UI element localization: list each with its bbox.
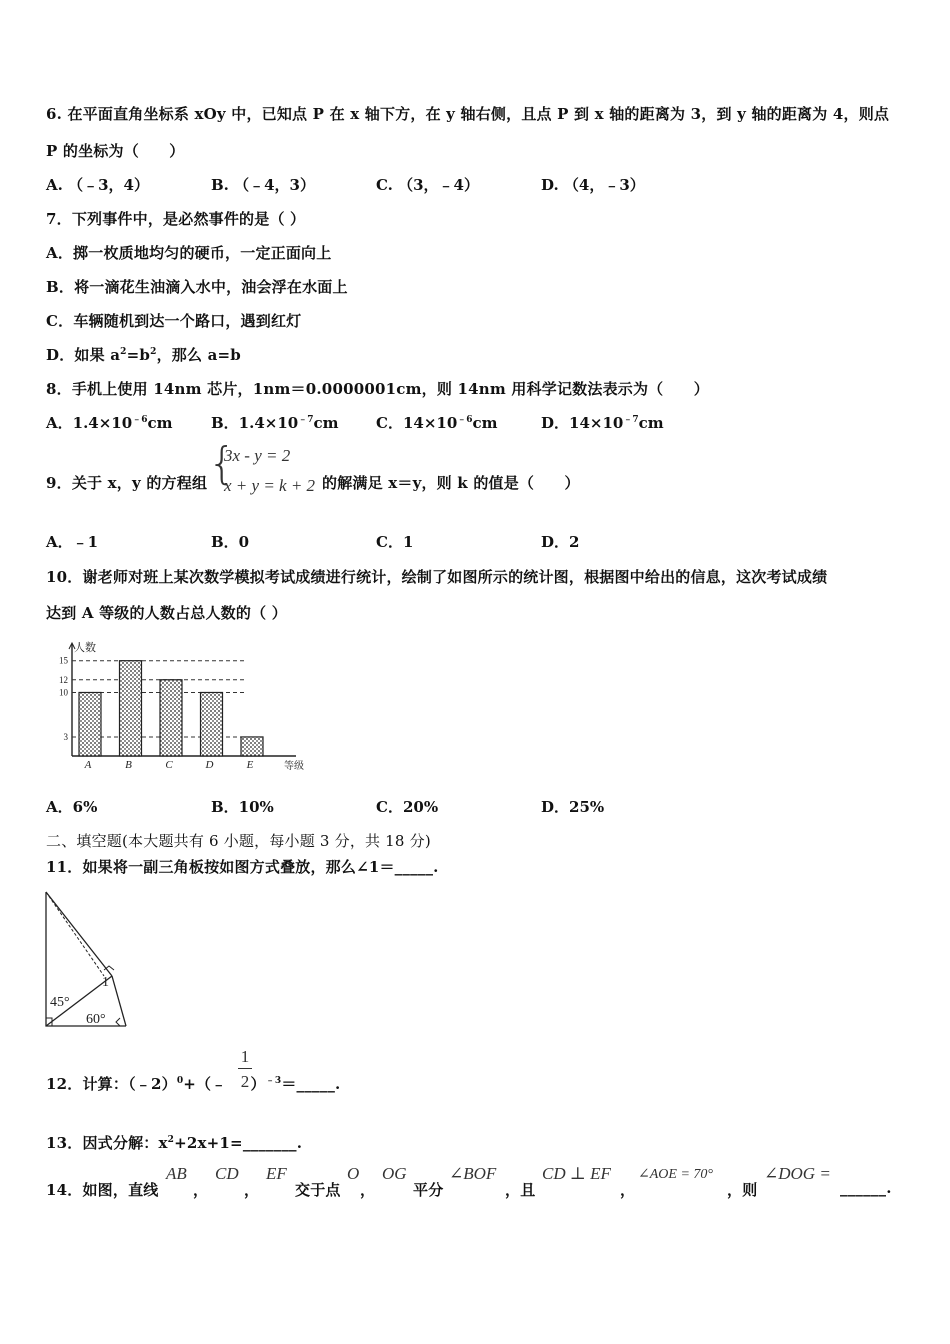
q9-stem-prefix: 9．关于 x，y 的方程组 bbox=[46, 474, 208, 492]
q6-stem-line2: P 的坐标为（ ） bbox=[46, 142, 185, 160]
q14-point-o: O bbox=[347, 1164, 360, 1183]
y-tick-label-3: 3 bbox=[63, 731, 68, 742]
q14-comma-1: ， bbox=[193, 1181, 209, 1199]
q9-option-d: D．2 bbox=[541, 533, 580, 551]
section-2-title: 二、填空题(本大题共有 6 小题，每小题 3 分，共 18 分) bbox=[46, 832, 431, 850]
angle-60-label: 60° bbox=[86, 1012, 106, 1027]
q10-option-d: D．25% bbox=[541, 798, 605, 816]
q14-perpendicular: CD ⊥ EF bbox=[542, 1164, 611, 1183]
q12-fraction-numerator: 1 bbox=[240, 1047, 250, 1066]
bar-D bbox=[201, 692, 223, 756]
q9-equation-2: x + y = k + 2 bbox=[224, 476, 316, 495]
q14-angle-aoe: ∠AOE = 70° bbox=[638, 1167, 713, 1182]
q6-option-a: A. （﹣3，4） bbox=[46, 176, 149, 194]
x-tick-label-B: B bbox=[125, 759, 132, 771]
q11-stem: 11．如果将一副三角板按如图方式叠放，那么∠1＝_____. bbox=[46, 858, 439, 876]
y-tick-label-12: 12 bbox=[59, 674, 68, 685]
q9-option-a: A．﹣1 bbox=[46, 533, 99, 551]
q14-text-ze: ，则 bbox=[727, 1181, 758, 1199]
q9-stem-suffix: 的解满足 x＝y，则 k 的值是（ ） bbox=[322, 474, 580, 492]
y-tick-label-15: 15 bbox=[59, 655, 68, 666]
q14-line-cd: CD bbox=[215, 1164, 239, 1183]
x-tick-label-C: C bbox=[165, 759, 173, 771]
y-tick-label-10: 10 bbox=[59, 687, 68, 698]
q14-comma-3: ， bbox=[360, 1181, 376, 1199]
q8-option-a: A．$1.4\times 10^{﹣6}cm$ bbox=[46, 414, 173, 432]
q6-option-c: C. （3，﹣4） bbox=[376, 176, 479, 194]
q10-stem-line1: 10．谢老师对班上某次数学模拟考试成绩进行统计，绘制了如图所示的统计图，根据图中给出的信息，这次考试成绩 bbox=[46, 568, 828, 586]
angle-45-label: 45° bbox=[50, 995, 70, 1010]
q7-option-b: B．将一滴花生油滴入水中，油会浮在水面上 bbox=[46, 278, 348, 296]
q7-option-a: A．掷一枚质地均匀的硬币，一定正面向上 bbox=[46, 244, 332, 262]
q11-triangle-figure bbox=[42, 888, 132, 1032]
q10-option-c: C．20% bbox=[376, 798, 439, 816]
q9-option-c: C．1 bbox=[376, 533, 414, 551]
q14-line-ab: AB bbox=[166, 1164, 187, 1183]
q14-angle-bof: ∠BOF bbox=[449, 1164, 497, 1183]
q7-option-d: D．如果 $a^2=b^2$，那么 a=b bbox=[46, 346, 241, 364]
angle-1-label: 1 bbox=[102, 975, 109, 990]
q14-text-pingfen: 平分 bbox=[413, 1181, 444, 1199]
q13-line: 13．因式分解：$x^2+2x+1=\_\_\_\_\_\_\_$. bbox=[46, 1134, 303, 1152]
q14-text-qie: ，且 bbox=[505, 1181, 536, 1199]
q14-text-jiao: 交于点 bbox=[295, 1181, 341, 1199]
q14-comma-4: ， bbox=[620, 1181, 636, 1199]
q9-option-b: B．0 bbox=[211, 533, 250, 551]
q14-ray-og: OG bbox=[382, 1164, 407, 1183]
q8-stem: 8．手机上使用 14nm 芯片，1nm＝0.0000001cm，则 14nm 用科学记数法表示为（ ） bbox=[46, 380, 709, 398]
bar-C bbox=[160, 680, 182, 756]
y-axis-label: 人数 bbox=[74, 642, 96, 654]
q10-option-b: B．10% bbox=[211, 798, 274, 816]
bar-B bbox=[120, 661, 142, 756]
x-tick-label-A: A bbox=[84, 759, 92, 771]
q8-option-c: C．$14\times 10^{﹣6}cm$ bbox=[376, 414, 498, 432]
q7-option-c: C．车辆随机到达一个路口，遇到红灯 bbox=[46, 312, 302, 330]
bar-A bbox=[79, 692, 101, 756]
bar-E bbox=[241, 737, 263, 756]
x-axis-label: 等级 bbox=[284, 761, 304, 772]
q10-option-a: A．6% bbox=[46, 798, 98, 816]
q8-option-d: D．$14\times 10^{﹣7}cm$ bbox=[541, 414, 664, 432]
q10-stem-line2: 达到 A 等级的人数占总人数的（ ） bbox=[46, 604, 287, 622]
q6-stem-line1: 6. 在平面直角坐标系 xOy 中，已知点 P 在 x 轴下方，在 y 轴右侧，且点 P 到 x 轴的距离为 3，到 y 轴的距离为 4，则点 bbox=[46, 105, 890, 123]
q9-system-brace: { bbox=[208, 438, 236, 489]
x-tick-label-E: E bbox=[246, 759, 254, 771]
x-tick-label-D: D bbox=[205, 759, 214, 771]
q14-prefix: 14．如图，直线 bbox=[46, 1181, 159, 1199]
q14-line-ef: EF bbox=[266, 1164, 287, 1183]
q9-equation-1: 3x - y = 2 bbox=[224, 446, 291, 465]
q14-angle-dog: ∠DOG = bbox=[764, 1164, 831, 1183]
q12-fraction-bar bbox=[238, 1068, 252, 1069]
q6-option-b: B. （﹣4，3） bbox=[211, 176, 315, 194]
q10-bar-chart bbox=[46, 638, 316, 778]
q7-stem: 7．下列事件中，是必然事件的是（ ） bbox=[46, 210, 306, 228]
q14-answer-blank: ______. bbox=[840, 1179, 892, 1197]
q12-line: 12．计算：（﹣2）$^0$+（﹣ ）$^{﹣3}$＝_____. bbox=[46, 1075, 341, 1093]
q12-fraction-denominator: 2 bbox=[240, 1072, 250, 1091]
q14-comma-2: ， bbox=[244, 1181, 260, 1199]
q8-option-b: B．$1.4\times 10^{﹣7}cm$ bbox=[211, 414, 339, 432]
q6-option-d: D. （4，﹣3） bbox=[541, 176, 645, 194]
